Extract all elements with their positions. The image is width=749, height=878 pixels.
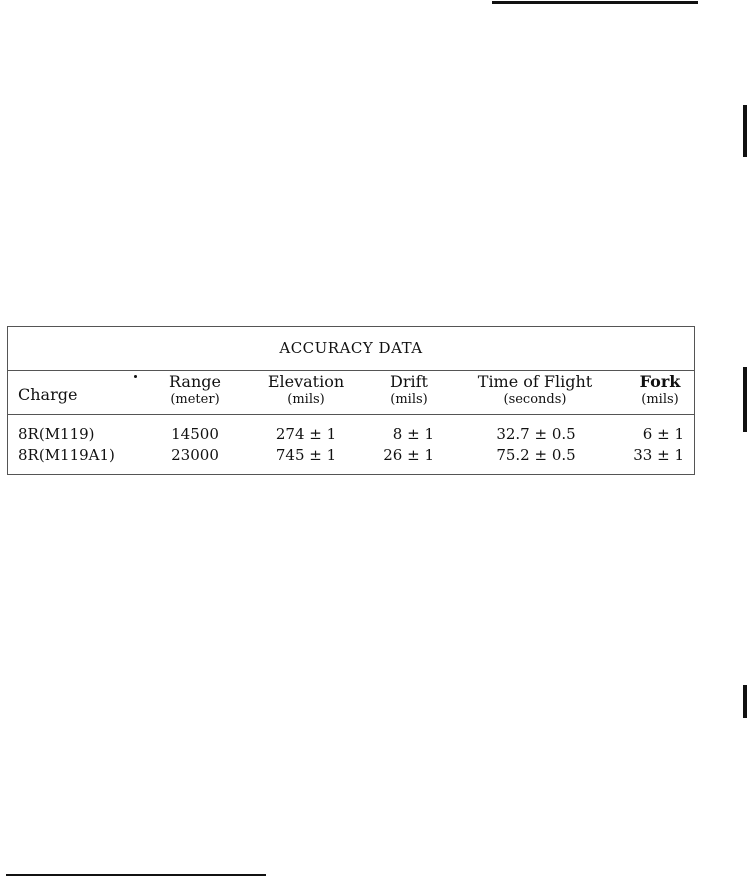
column-header-time-of-flight: Time of Flight bbox=[477, 372, 593, 391]
row-2-drift: 26 ± 1 bbox=[383, 446, 434, 464]
accuracy-data-table bbox=[7, 326, 695, 475]
row-1-drift: 8 ± 1 bbox=[392, 425, 434, 443]
row-2-range: 23000 bbox=[171, 446, 219, 464]
column-unit-drift: (mils) bbox=[390, 392, 428, 407]
column-unit-elevation: (mils) bbox=[287, 392, 325, 407]
top-rule bbox=[492, 1, 698, 4]
margin-change-bar bbox=[743, 685, 747, 718]
row-1-time-of-flight: 32.7 ± 0.5 bbox=[496, 425, 576, 443]
table-title: ACCURACY DATA bbox=[8, 327, 694, 371]
column-unit-range: (meter) bbox=[170, 392, 220, 407]
column-header-elevation: Elevation bbox=[267, 372, 345, 391]
column-unit-time-of-flight: (seconds) bbox=[503, 392, 567, 407]
row-2-elevation: 745 ± 1 bbox=[275, 446, 337, 464]
row-1-elevation: 274 ± 1 bbox=[275, 425, 337, 443]
row-1-fork: 6 ± 1 bbox=[642, 425, 684, 443]
row-1-range: 14500 bbox=[171, 425, 219, 443]
margin-change-bar bbox=[743, 105, 747, 157]
row-2-fork: 33 ± 1 bbox=[633, 446, 684, 464]
column-header-charge: Charge bbox=[18, 385, 78, 404]
print-dot bbox=[134, 375, 137, 378]
column-unit-fork: (mils) bbox=[641, 392, 679, 407]
row-2-charge: 8R(M119A1) bbox=[18, 446, 115, 464]
row-1-charge: 8R(M119) bbox=[18, 425, 95, 443]
column-header-range: Range bbox=[169, 372, 221, 391]
bottom-rule bbox=[6, 874, 266, 876]
column-header-fork: Fork bbox=[639, 372, 681, 391]
column-header-drift: Drift bbox=[390, 372, 428, 391]
header-separator bbox=[8, 414, 694, 415]
margin-change-bar bbox=[743, 367, 747, 432]
row-2-time-of-flight: 75.2 ± 0.5 bbox=[496, 446, 576, 464]
